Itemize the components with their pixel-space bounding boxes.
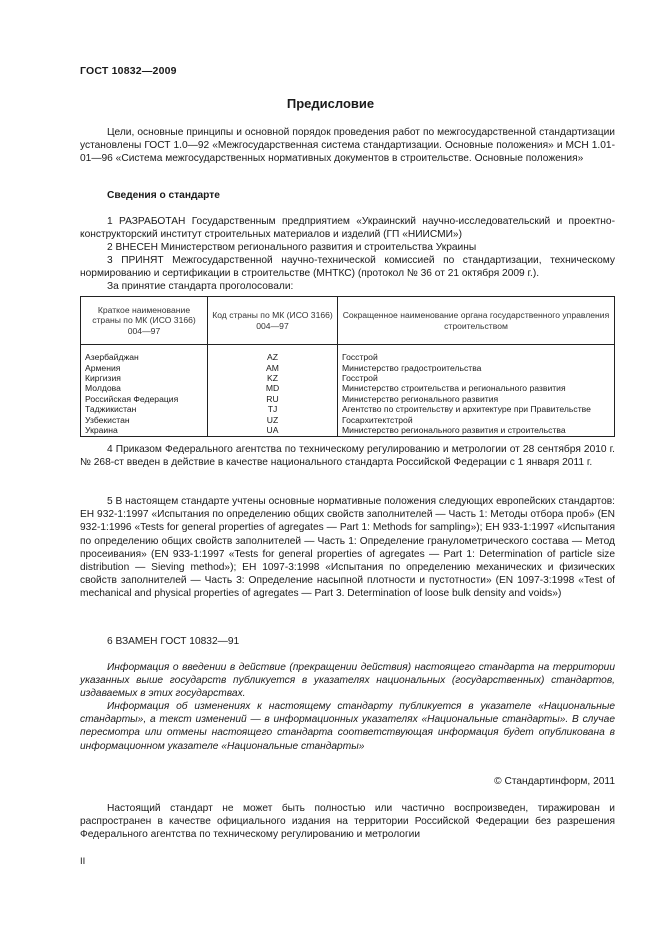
- document-code: ГОСТ 10832—2009: [80, 65, 177, 77]
- table-row: [81, 425, 615, 437]
- table-row: [81, 394, 615, 404]
- table-header-country: Краткое наименование страны по МК (ИСО 3166) 004—97: [81, 297, 208, 345]
- copyright: © Стандартинформ, 2011: [494, 776, 615, 787]
- code-cell: MD: [208, 383, 338, 393]
- org-cell: Госстрой: [338, 345, 615, 363]
- code-cell: TJ: [208, 404, 338, 414]
- code-cell: AM: [208, 363, 338, 373]
- code-cell: KZ: [208, 373, 338, 383]
- notice-changes: Информация об изменениях к настоящему стандарту публикуется в указателе «Национальные стандарты», а текст изменений — в информационных указателях «Национальные стандарты». В случае пересмотра или отмены настоящего стандарта соответствующая информация будет опубликована в информационном указателе «Национальные стандарты»: [80, 701, 615, 752]
- info-heading: Сведения о стандарте: [107, 190, 220, 201]
- country-cell: Узбекистан: [81, 415, 208, 425]
- item-2: 2 ВНЕСЕН Министерством регионального развития и строительства Украины: [107, 242, 477, 253]
- country-cell: Таджикистан: [81, 404, 208, 414]
- code-cell: RU: [208, 394, 338, 404]
- page-title: Предисловие: [286, 96, 375, 111]
- item-3: 3 ПРИНЯТ Межгосударственной научно-технической комиссией по стандартизации, техническому нормированию и сертификации в строительстве (МНТКС) (протокол № 36 от 21 октября 2009 г.).: [80, 255, 615, 280]
- reproduction-notice: Настоящий стандарт не может быть полностью или частично воспроизведен, тиражирован и распространен в качестве официального издания на территории Российской Федерации без разрешения Федерального агентства по техническому регулированию и метрологии: [80, 803, 615, 841]
- org-cell: Министерство регионального развития: [338, 394, 615, 404]
- code-cell: UA: [208, 425, 338, 437]
- org-cell: Министерство градостроительства: [338, 363, 615, 373]
- table-header-code: Код страны по МК (ИСО 3166) 004—97: [208, 297, 338, 345]
- code-cell: AZ: [208, 345, 338, 363]
- org-cell: Агентство по строительству и архитектуре при Правительстве: [338, 404, 615, 414]
- table-header-org: Сокращенное наименование органа государственного управления строительством: [338, 297, 615, 345]
- country-cell: Российская Федерация: [81, 394, 208, 404]
- intro-paragraph: Цели, основные принципы и основной порядок проведения работ по межгосударственной стандартизации установлены ГОСТ 1.0—92 «Межгосударственная система стандартизации. Основные положения» и МСН 1.01-01—96 «Система межгосударственных нормативных документов в строительстве. Основные положения»: [80, 127, 615, 165]
- country-cell: Киргизия: [81, 373, 208, 383]
- table-row: [81, 373, 615, 383]
- code-cell: UZ: [208, 415, 338, 425]
- country-cell: Украина: [81, 425, 208, 437]
- country-cell: Армения: [81, 363, 208, 373]
- item-6: 6 ВЗАМЕН ГОСТ 10832—91: [107, 636, 240, 647]
- page-number: II: [80, 856, 86, 867]
- table-row: [81, 383, 615, 393]
- org-cell: Госархитектстрой: [338, 415, 615, 425]
- item-1: 1 РАЗРАБОТАН Государственным предприятием «Украинский научно-исследовательский и проектно-конструкторский институт строительных материалов и изделий (ГП «НИИСМИ»): [80, 216, 615, 241]
- org-cell: Министерство регионального развития и строительства: [338, 425, 615, 437]
- org-cell: Министерство строительства и регионального развития: [338, 383, 615, 393]
- org-cell: Госстрой: [338, 373, 615, 383]
- table-row: [81, 363, 615, 373]
- voting-table: [80, 296, 615, 437]
- country-cell: Молдова: [81, 383, 208, 393]
- country-cell: Азербайджан: [81, 345, 208, 363]
- table-row: [81, 404, 615, 414]
- table-row: [81, 345, 615, 363]
- notice-introduction: Информация о введении в действие (прекращении действия) настоящего стандарта на территории указанных выше государств публикуется в указателях национальных (государственных) стандартов, издаваемых в этих государствах.: [80, 662, 615, 700]
- table-row: [81, 415, 615, 425]
- item-4: 4 Приказом Федерального агентства по техническому регулированию и метрологии от 28 сентября 2010 г. № 268-ст введен в действие в качестве национального стандарта Российской Федерации с 1 января 2011 г.: [80, 444, 615, 469]
- item-5: 5 В настоящем стандарте учтены основные нормативные положения следующих европейских стандартов: ЕН 932-1:1997 «Испытания по определению общих свойств заполнителей — Часть 1: Методы отбора проб» (EN 932-1:1996 «Tests for general properties of agregates — Part 1: Methods for sampling»); ЕН 933-1:1997 «Испытания по определению общих свойств заполнителей — Часть 1: Определение гранулометрического состава — Метод просеивания» (EN 933-1:1997 «Tests for general properties of agregates — Part 1: Determination of particle size distribution — Sieving method»); ЕН 1097-3:1998 «Испытания по определению механических и физических свойств заполнителей — Часть 3: Определение насыпной плотности и пустотности» (EN 1097-3:1998 «Test of mechanical and physical properties of agregates — Part 3. Determination of loose bulk density and voids»): [80, 496, 615, 600]
- voted-label: За принятие стандарта проголосовали:: [107, 281, 294, 292]
